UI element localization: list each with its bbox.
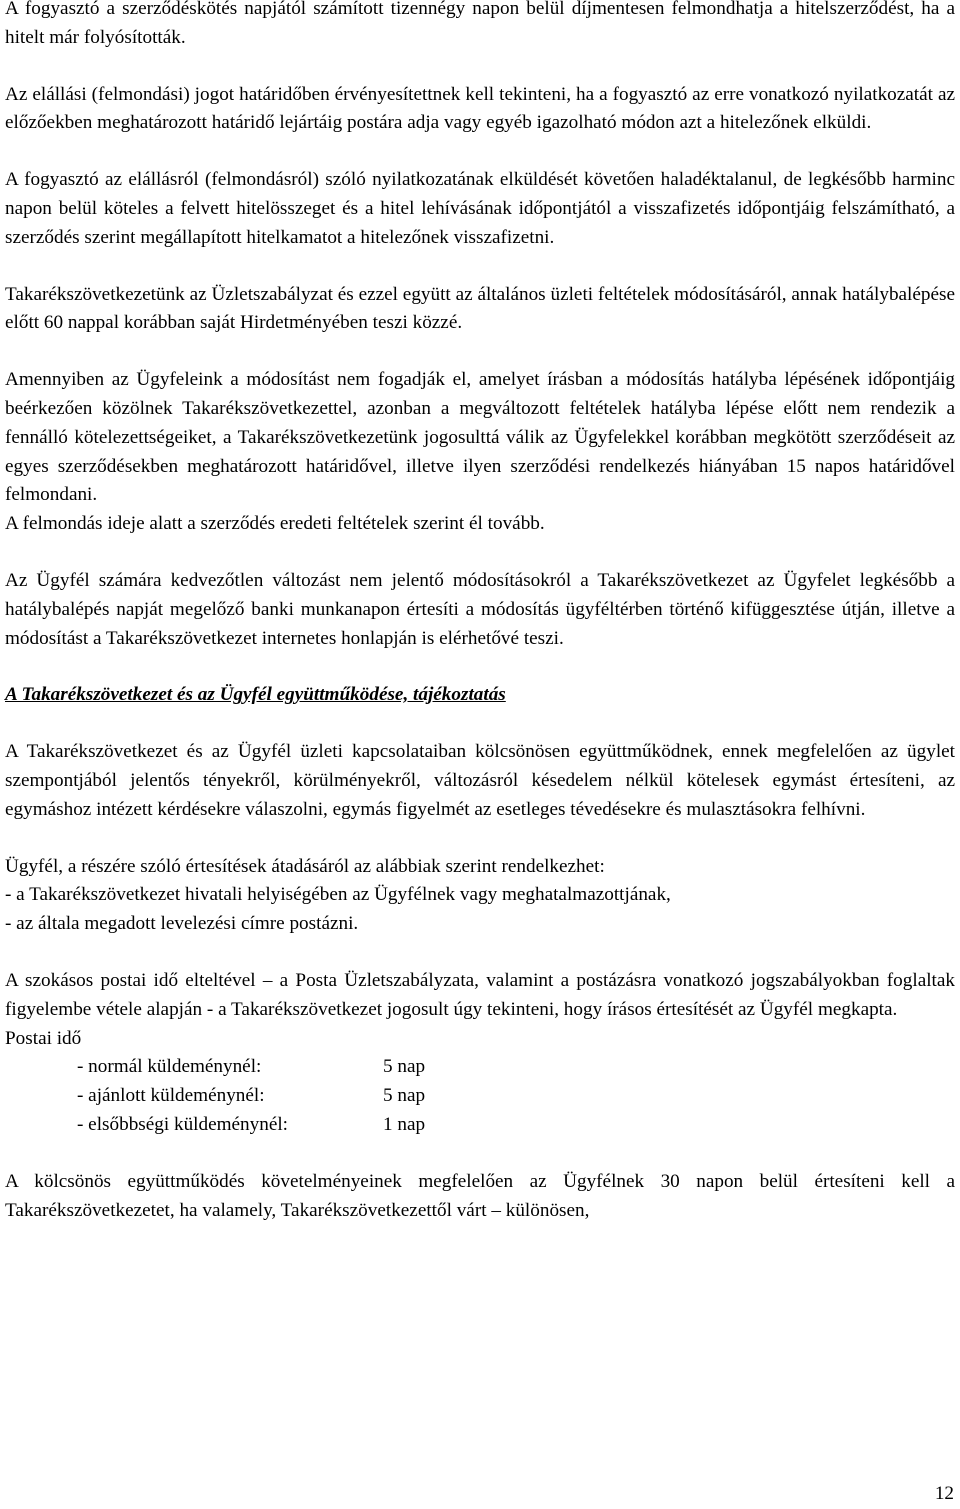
paragraph-withdrawal-period: A fogyasztó a szerződéskötés napjától számított tizennégy napon belül díjmentesen felmondhatja a hitelszerződést, ha a hitelt már folyósították. bbox=[5, 0, 955, 48]
postal-time-value: 5 nap bbox=[383, 1056, 426, 1078]
postal-time-label: - ajánlott küldeménynél: bbox=[77, 1085, 265, 1107]
paragraph-favourable-changes: Az Ügyfél számára kedvezőtlen változást nem jelentő módosításokról a Takarékszövetkezet az Ügyfelet legkésőbb a hatálybalépés napját megelőző banki munkanapon értesíti a módosítás ügyféltérben történő kifüggesztése útján, illetve a módosítást a Takarékszövetkezet internetes honlapján is elérhetővé teszi. bbox=[5, 569, 955, 649]
postal-time-value: 5 nap bbox=[383, 1085, 426, 1107]
postal-time-value: 1 nap bbox=[383, 1113, 426, 1135]
paragraph-notice-period: A felmondás ideje alatt a szerződés eredeti feltételek szerint él tovább. bbox=[5, 513, 545, 535]
document-page bbox=[5, 0, 955, 1225]
paragraph-modification-rejection: Amennyiben az Ügyfeleink a módosítást nem fogadják el, amelyet írásban a módosítás hatályba lépésének időpontjáig beérkezően közölnek Takarékszövetkezettel, azonban a megváltozott feltételek hatályba lépése előtt nem rendezik a fennálló kötelezettségeiket, a Takarékszövetkezetünk jogosulttá válik az Ügyfelekkel korábban megkötött szerződéseit az egyes szerződésekben meghatározott határidővel, illetve ilyen szerződési rendelkezés hiányában 15 napos határidővel felmondani. bbox=[5, 369, 955, 506]
page-number: 12 bbox=[934, 1483, 954, 1505]
paragraph-repayment-obligation: A fogyasztó az elállásról (felmondásról) szóló nyilatkozatának elküldését követően haladéktalanul, de legkésőbb harminc napon belül köteles a felvett hitelösszeget és a hitel lehívásának időpontjától a visszafizetés időpontjáig felszámítható, a szerződés szerint megállapított hitelkamatot a hitelezőnek visszafizetni. bbox=[5, 169, 955, 248]
postal-time-row bbox=[5, 1111, 955, 1140]
postal-time-row bbox=[5, 1082, 955, 1111]
postal-time-label: - elsőbbségi küldeménynél: bbox=[77, 1113, 289, 1135]
postal-time-row bbox=[5, 1053, 955, 1082]
paragraph-notification-option-post: - az általa megadott levelezési címre postázni. bbox=[5, 913, 359, 935]
paragraph-postal-delivery: A szokásos postai idő elteltével – a Posta Üzletszabályzata, valamint a postázásra vonatkozó jogszabályokban foglaltak figyelembe vétele alapján - a Takarékszövetkezet jogosult úgy tekinteni, hogy írásos értesítését az Ügyfél megkapta. bbox=[5, 969, 955, 1020]
paragraph-notification-intro: Ügyfél, a részére szóló értesítések átadásáról az alábbiak szerint rendelkezhet: bbox=[5, 855, 605, 877]
paragraph-cooperation-notice: A kölcsönös együttműködés követelményeinek megfelelően az Ügyfélnek 30 napon belül értesíteni kell a Takarékszövetkezetet, ha valamely, Takarékszövetkezettől várt – különösen, bbox=[5, 1170, 955, 1221]
paragraph-withdrawal-deadline: Az elállási (felmondási) jogot határidőben érvényesítettnek kell tekinteni, ha a fogyasztó az erre vonatkozó nyilatkozatát az előzőekben meghatározott határidő lejártáig postára adja vagy egyéb igazolható módon azt a hitelezőnek elküldi. bbox=[5, 83, 955, 134]
paragraph-cooperation: A Takarékszövetkezet és az Ügyfél üzleti kapcsolataiban kölcsönösen együttműködnek, ennek megfelelően az ügylet szempontjából jelentős tényekről, körülményekről, változásról késedelem nélkül kötelesek egymást értesíteni, az egymáshoz intézett kérdésekre válaszolni, egymás figyelmét az esetleges tévedésekre és mulasztásokra felhívni. bbox=[5, 741, 955, 820]
postal-time-list bbox=[5, 1053, 955, 1139]
postal-time-label: - normál küldeménynél: bbox=[77, 1056, 262, 1078]
paragraph-terms-modification: Takarékszövetkezetünk az Üzletszabályzat és ezzel együtt az általános üzleti feltételek módosításáról, annak hatálybalépése előtt 60 nappal korábban saját Hirdetményében teszi közzé. bbox=[5, 283, 955, 334]
section-heading: A Takarékszövetkezet és az Ügyfél együttműködése, tájékoztatás bbox=[5, 684, 506, 706]
paragraph-notification-option-office: - a Takarékszövetkezet hivatali helyiségében az Ügyfélnek vagy meghatalmazottjának, bbox=[5, 884, 671, 906]
postal-time-title: Postai idő bbox=[5, 1027, 82, 1049]
